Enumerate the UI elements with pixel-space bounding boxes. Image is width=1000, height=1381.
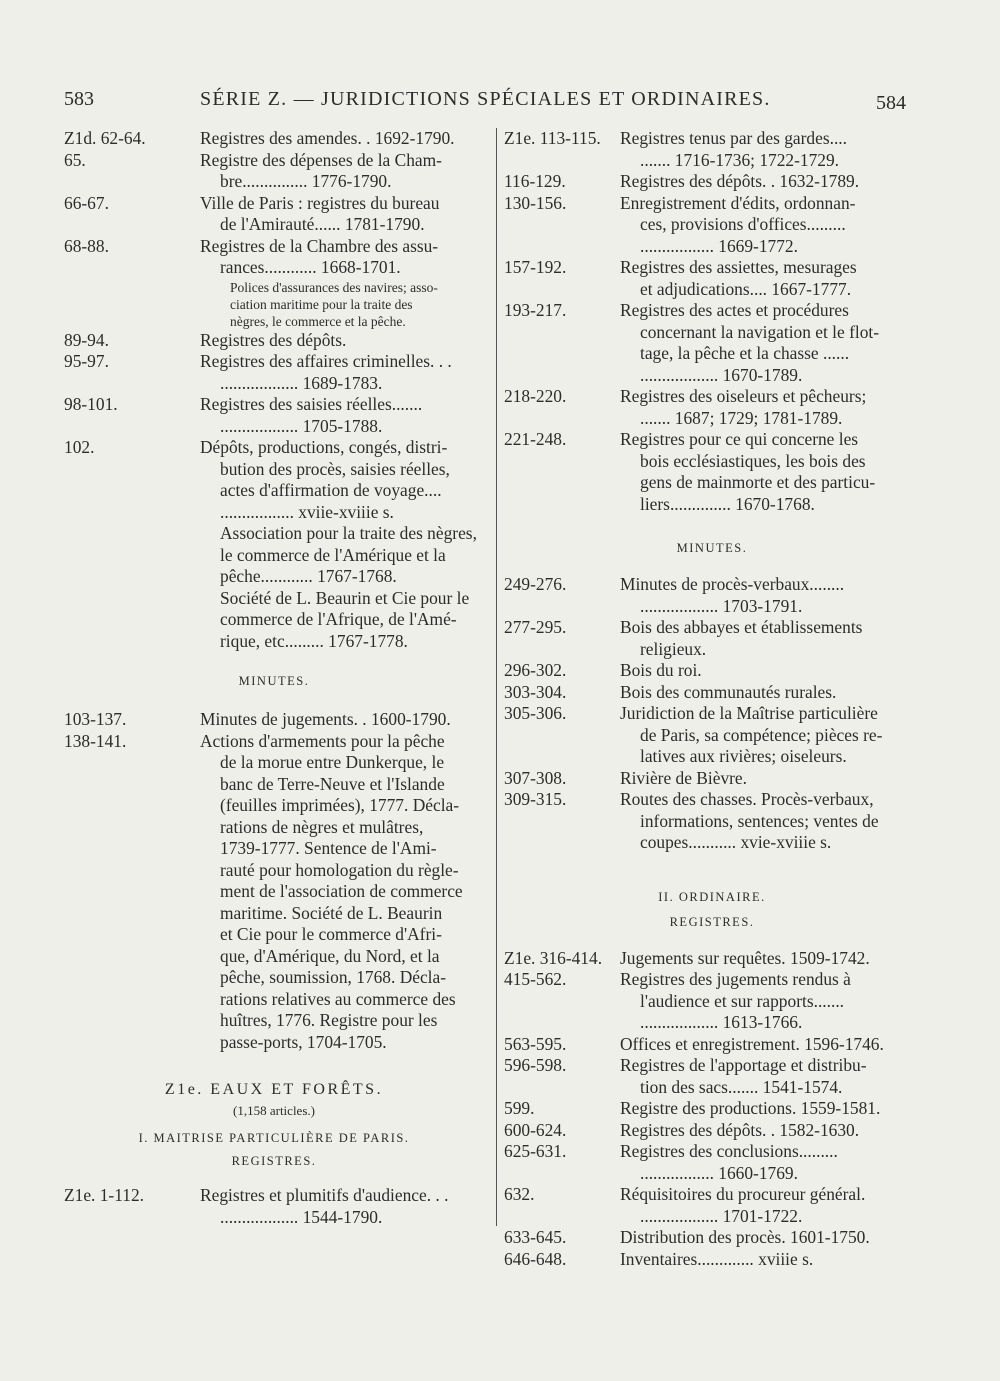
catalog-entry [64, 193, 484, 236]
entry-reference: 415-562. [504, 969, 567, 989]
entry-line: actes d'affirmation de voyage.... [220, 480, 442, 500]
note-line: Polices d'assurances des navires; asso- [230, 279, 438, 295]
entry-line: .................. 1613-1766. [640, 1012, 803, 1032]
catalog-entry [504, 948, 920, 970]
entry-reference: 599. [504, 1098, 535, 1118]
entry-line: Registre des productions. 1559-1581. [620, 1098, 881, 1118]
catalog-entry [64, 394, 484, 437]
entry-description [504, 1227, 920, 1249]
entry-description [64, 330, 484, 352]
entry-line: de Paris, sa compétence; pièces re- [640, 724, 883, 745]
entry-line: de la morue entre Dunkerque, le [220, 752, 445, 772]
entry-line: que, d'Amérique, du Nord, et la [220, 945, 440, 966]
catalog-entry [504, 257, 920, 300]
catalog-entry [504, 660, 920, 682]
entry-description [504, 1184, 920, 1227]
entry-line: Registres des dépôts. . 1632-1789. [620, 171, 860, 191]
entry-line: commerce de l'Afrique, de l'Amé- [220, 609, 457, 629]
left-entries-d [64, 1185, 484, 1228]
catalog-entry [504, 1227, 920, 1249]
entry-description [504, 768, 920, 790]
entry-reference: 193-217. [504, 300, 567, 320]
ordinaire-heading: II. ORDINAIRE. [658, 889, 766, 904]
catalog-entry [504, 429, 920, 515]
entry-line: Rivière de Bièvre. [620, 767, 747, 788]
entry-line: Registres des saisies réelles....... [200, 394, 423, 414]
entry-line: rations de nègres et mulâtres, [220, 816, 424, 837]
right-entries-a [504, 128, 920, 515]
entry-description [504, 682, 920, 704]
entry-reference: 218-220. [504, 386, 567, 406]
entry-reference: 303-304. [504, 681, 567, 702]
entry-reference: 305-306. [504, 703, 567, 723]
entry-line: Registre des dépenses de la Cham- [200, 149, 442, 170]
entry-reference: 138-141. [64, 730, 127, 751]
entry-reference: 307-308. [504, 767, 567, 788]
catalog-entry [504, 617, 920, 660]
entry-reference: 625-631. [504, 1141, 567, 1161]
running-title: SÉRIE Z. — JURIDICTIONS SPÉCIALES ET ORDINAIRES. [200, 88, 771, 110]
series-count: (1,158 articles.) [233, 1103, 315, 1118]
entry-line: tage, la pêche et la chasse ...... [640, 343, 850, 363]
entry-line: Dépôts, productions, congés, distri- [200, 437, 448, 457]
entry-line: coupes........... xvie-xviiie s. [640, 832, 832, 852]
entry-line: banc de Terre-Neuve et l'Islande [220, 773, 445, 794]
entry-line: Enregistrement d'édits, ordonnan- [620, 192, 856, 213]
minutes-heading-right: MINUTES. [676, 541, 748, 555]
entry-line: l'audience et sur rapports....... [640, 990, 845, 1011]
entry-line: passe-ports, 1704-1705. [220, 1031, 387, 1052]
entry-line: Registres des dépôts. . 1582-1630. [620, 1119, 860, 1140]
entry-line: Offices et enregistrement. 1596-1746. [620, 1033, 884, 1054]
maitrise-heading: I. MAITRISE PARTICULIÈRE DE PARIS. [138, 1131, 410, 1145]
entry-line: ................. 1660-1769. [640, 1162, 798, 1183]
entry-line: Registres des actes et procédures [620, 300, 849, 320]
left-column [64, 128, 484, 1228]
entry-line: Registres des oiseleurs et pêcheurs; [620, 386, 867, 406]
entry-description [64, 193, 484, 236]
note-line: nègres, le commerce et la pêche. [230, 313, 406, 329]
entry-line: Registres des jugements rendus à [620, 969, 851, 989]
entry-line: liers.............. 1670-1768. [640, 493, 815, 514]
entry-description [504, 1034, 920, 1056]
catalog-entry [64, 437, 484, 652]
catalog-entry [504, 1055, 920, 1098]
entry-line: Bois des communautés rurales. [620, 681, 837, 702]
entry-line: concernant la navigation et le flot- [640, 321, 880, 342]
entry-line: maritime. Société de L. Beaurin [220, 902, 443, 923]
entry-description [504, 1141, 920, 1184]
page-number-right: 584 [876, 92, 906, 114]
entry-line: bois ecclésiastiques, les bois des [640, 450, 866, 471]
entry-description [64, 709, 484, 731]
entry-line: 1739-1777. Sentence de l'Ami- [220, 838, 437, 858]
catalog-entry [504, 386, 920, 429]
entry-reference: 130-156. [504, 192, 567, 213]
catalog-entry [504, 682, 920, 704]
entry-description [504, 1055, 920, 1098]
entry-reference: 277-295. [504, 617, 567, 637]
entry-line: .................. 1703-1791. [640, 595, 803, 616]
entry-line: Ville de Paris : registres du bureau [200, 192, 440, 213]
entry-reference: Z1e. 1-112. [64, 1185, 145, 1205]
entry-line: Registres de l'apportage et distribu- [620, 1055, 867, 1075]
catalog-entry [504, 171, 920, 193]
entry-description [504, 617, 920, 660]
catalog-entry [64, 709, 484, 731]
catalog-entry [504, 1184, 920, 1227]
entry-description [504, 660, 920, 682]
entry-description [504, 1249, 920, 1271]
catalog-entry [64, 128, 484, 150]
entry-reference: 68-88. [64, 235, 109, 256]
entry-line: rances............ 1668-1701. [220, 257, 401, 277]
entry-line: ................. 1669-1772. [640, 235, 798, 256]
entry-reference: 632. [504, 1184, 535, 1204]
entry-line: ces, provisions d'offices......... [640, 214, 846, 234]
entry-line: latives aux rivières; oiseleurs. [640, 746, 847, 766]
entry-description [504, 300, 920, 386]
entry-description [504, 429, 920, 515]
entry-line: rauté pour homologation du règle- [220, 859, 459, 880]
entry-description [64, 236, 484, 279]
entry-line: .................. 1544-1790. [220, 1206, 383, 1227]
entry-description [504, 969, 920, 1034]
entry-reference: 89-94. [64, 329, 109, 350]
catalog-entry [64, 351, 484, 394]
entry-line: et Cie pour le commerce d'Afri- [220, 924, 442, 944]
entry-description [64, 150, 484, 193]
entry-line: Registres des dépôts. [200, 329, 347, 350]
entry-line: bre............... 1776-1790. [220, 171, 392, 191]
entry-reference: 221-248. [504, 429, 567, 449]
right-entries-b [504, 574, 920, 854]
entry-reference: Z1e. 113-115. [504, 128, 601, 148]
entry-line: pêche, soumission, 1768. Décla- [220, 967, 447, 987]
entry-line: .................. 1689-1783. [220, 372, 383, 393]
catalog-entry [504, 789, 920, 854]
entry-reference: 563-595. [504, 1033, 567, 1054]
entry-description [504, 193, 920, 258]
entry-line: religieux. [640, 638, 707, 659]
page-header [0, 88, 1000, 118]
entry-reference: Z1e. 316-414. [504, 947, 603, 968]
entry-line: Juridiction de la Maîtrise particulière [620, 703, 878, 723]
catalog-entry [504, 1249, 920, 1271]
entry-reference: 116-129. [504, 171, 566, 191]
entry-line: rique, etc......... 1767-1778. [220, 630, 408, 651]
entry-description [64, 731, 484, 1054]
catalog-entry [504, 1120, 920, 1142]
entry-description [504, 703, 920, 768]
left-entries-a [64, 128, 484, 279]
entry-line: Registres et plumitifs d'audience. . . [200, 1185, 449, 1205]
entry-line: Jugements sur requêtes. 1509-1742. [620, 947, 870, 968]
entry-description [64, 437, 484, 652]
catalog-entry [64, 150, 484, 193]
entry-description [504, 574, 920, 617]
entry-line: Société de L. Beaurin et Cie pour le [220, 587, 470, 608]
catalog-entry [504, 574, 920, 617]
right-column [504, 128, 920, 1270]
entry-reference: 596-598. [504, 1055, 567, 1075]
catalog-entry [64, 236, 484, 279]
note-68-88 [64, 279, 484, 330]
entry-line: Inventaires............. xviiie s. [620, 1248, 814, 1269]
entry-line: de l'Amirauté...... 1781-1790. [220, 214, 425, 234]
entry-line: Registres tenus par des gardes.... [620, 128, 847, 148]
entry-line: Minutes de jugements. . 1600-1790. [200, 709, 451, 729]
entry-line: et adjudications.... 1667-1777. [640, 278, 852, 299]
entry-line: Registres des affaires criminelles. . . [200, 351, 452, 371]
entry-line: Minutes de procès-verbaux........ [620, 574, 845, 594]
entry-description [504, 1120, 920, 1142]
left-entries-b [64, 330, 484, 653]
catalog-entry [504, 1141, 920, 1184]
catalog-entry [504, 1034, 920, 1056]
entry-line: Routes des chasses. Procès-verbaux, [620, 789, 874, 809]
entry-line: Distribution des procès. 1601-1750. [620, 1227, 870, 1247]
entry-reference: 600-624. [504, 1119, 567, 1140]
catalog-entry [504, 768, 920, 790]
entry-line: .................. 1670-1789. [640, 364, 803, 385]
entry-line: Association pour la traite des nègres, [220, 523, 477, 543]
registres-heading-right: REGISTRES. [669, 914, 755, 929]
entry-line: Registres de la Chambre des assu- [200, 235, 439, 256]
note-line: ciation maritime pour la traite des [230, 296, 413, 312]
entry-line: Actions d'armements pour la pêche [200, 730, 445, 751]
catalog-entry [64, 330, 484, 352]
entry-reference: 103-137. [64, 709, 127, 729]
entry-line: le commerce de l'Amérique et la [220, 544, 446, 565]
entry-line: Réquisitoires du procureur général. [620, 1184, 866, 1204]
entry-reference: 102. [64, 437, 95, 457]
entry-description [64, 351, 484, 394]
catalog-entry [504, 1098, 920, 1120]
entry-line: Bois des abbayes et établissements [620, 617, 863, 637]
page-number-left: 583 [64, 88, 94, 110]
entry-line: huîtres, 1776. Registre pour les [220, 1010, 438, 1030]
entry-reference: 157-192. [504, 257, 567, 277]
entry-line: Registres des assiettes, mesurages [620, 257, 857, 277]
entry-reference: 249-276. [504, 574, 567, 594]
entry-reference: 646-648. [504, 1248, 567, 1269]
entry-description [504, 171, 920, 193]
catalog-entry [64, 731, 484, 1054]
entry-line: ................. xviie-xviiie s. [220, 501, 394, 522]
series-heading: Z1e. EAUX ET FORÊTS. [164, 1081, 384, 1098]
catalog-entry [504, 703, 920, 768]
catalog-entry [504, 300, 920, 386]
entry-description [504, 1098, 920, 1120]
entry-reference: 95-97. [64, 351, 109, 371]
entry-line: Registres des conclusions......... [620, 1141, 838, 1161]
catalog-entry [504, 128, 920, 171]
entry-line: pêche............ 1767-1768. [220, 566, 397, 586]
entry-reference: 66-67. [64, 192, 109, 213]
catalog-entry [64, 1185, 484, 1228]
entry-line: Registres des amendes. . 1692-1790. [200, 128, 455, 148]
entry-line: rations relatives au commerce des [220, 988, 456, 1009]
entry-line: Registres pour ce qui concerne les [620, 429, 859, 449]
entry-description [504, 257, 920, 300]
registres-heading-left: REGISTRES. [231, 1154, 317, 1168]
entry-description [504, 386, 920, 429]
catalog-entry [504, 969, 920, 1034]
entry-line: ....... 1716-1736; 1722-1729. [640, 149, 840, 170]
entry-reference: 296-302. [504, 660, 567, 680]
entry-description [64, 394, 484, 437]
entry-line: ....... 1687; 1729; 1781-1789. [640, 407, 843, 428]
entry-reference: 65. [64, 149, 86, 170]
entry-line: (feuilles imprimées), 1777. Décla- [220, 795, 460, 815]
right-entries-c [504, 948, 920, 1271]
entry-reference: 633-645. [504, 1227, 567, 1247]
entry-line: ment de l'association de commerce [220, 881, 463, 901]
entry-line: .................. 1701-1722. [640, 1205, 803, 1226]
entry-line: Bois du roi. [620, 660, 702, 680]
catalog-entry [504, 193, 920, 258]
entry-reference: 98-101. [64, 394, 118, 414]
entry-reference: 309-315. [504, 789, 567, 809]
minutes-heading-left: MINUTES. [238, 674, 310, 688]
entry-line: gens de mainmorte et des particu- [640, 472, 876, 492]
entry-line: informations, sentences; ventes de [640, 810, 879, 831]
entry-description [504, 789, 920, 854]
left-entries-c [64, 709, 484, 1053]
entry-reference: Z1d. 62-64. [64, 128, 146, 148]
entry-line: tion des sacs....... 1541-1574. [640, 1076, 843, 1097]
column-divider [496, 128, 497, 1226]
entry-line: bution des procès, saisies réelles, [220, 458, 450, 479]
entry-line: .................. 1705-1788. [220, 415, 383, 436]
